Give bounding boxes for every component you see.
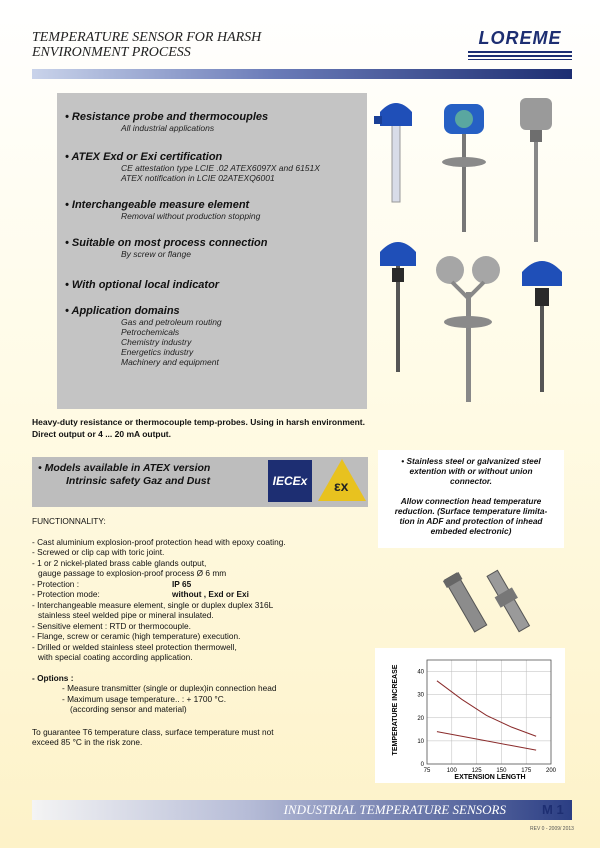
- functionality-heading: FUNCTIONNALITY:: [32, 516, 106, 526]
- guarantee-line-1: To guarantee T6 temperature class, surface temperature must not: [32, 726, 274, 737]
- feature-5: [65, 279, 365, 291]
- probe-photo-2: [442, 104, 486, 232]
- iecex-badge: IECEx: [268, 460, 312, 502]
- footer-title: INDUSTRIAL TEMPERATURE SENSORS: [283, 802, 506, 817]
- x-axis-label: EXTENSION LENGTH: [454, 774, 526, 781]
- ex-mark: εx: [334, 478, 349, 494]
- x-tick-label: 125: [471, 768, 482, 774]
- func-line-mode: [32, 589, 372, 600]
- feature-sub: CE attestation type LCIE .02 ATEX6097X and 6151X: [121, 163, 320, 173]
- header-band: [32, 69, 572, 79]
- feature-sub: Petrochemicals: [121, 327, 180, 337]
- func-line: with special coating according application.: [38, 652, 193, 662]
- logo-text: LOREME: [478, 28, 562, 48]
- feature-sub: All industrial applications: [121, 123, 215, 133]
- logo-stripes: [468, 51, 572, 60]
- x-tick-label: 150: [496, 768, 507, 774]
- func-line: stainless steel welded pipe or mineral insulated.: [38, 610, 214, 620]
- feature-sub: By screw or flange: [121, 249, 191, 259]
- mode-value: without , Exd or Exi: [172, 589, 249, 599]
- document-title: [32, 30, 332, 60]
- feature-2: [65, 151, 365, 183]
- intro-line-2: Direct output or 4 ... 20 mA output.: [32, 429, 171, 439]
- feature-sub: ATEX notification in LCIE 02ATEXQ6001: [121, 173, 275, 183]
- y-tick-label: 40: [417, 669, 424, 676]
- feature-sub: Machinery and equipment: [121, 357, 219, 367]
- x-tick-label: 100: [446, 768, 457, 774]
- feature-1: [65, 111, 365, 133]
- x-tick-label: 75: [423, 768, 431, 774]
- option-line: - Maximum usage temperature.. : + 1700 °C.: [62, 693, 227, 704]
- func-line: - Cast aluminium explosion-proof protection head with epoxy coating.: [32, 536, 286, 547]
- loreme-logo: [468, 28, 572, 58]
- option-line: (according sensor and material): [70, 704, 187, 714]
- page-number: M 1: [542, 802, 564, 817]
- features-panel: [57, 93, 367, 409]
- extension-line: reduction. (Surface temperature limita-: [394, 506, 548, 516]
- func-line: - 1 or 2 nickel-plated brass cable glands output,: [32, 557, 207, 568]
- extension-para-2: [378, 496, 564, 536]
- intro-text: [32, 416, 452, 440]
- x-tick-label: 175: [521, 768, 532, 774]
- feature-sub: Energetics industry: [121, 347, 194, 357]
- y-tick-label: 30: [417, 692, 424, 699]
- feature-6: [65, 305, 365, 367]
- x-tick-label: 200: [545, 768, 557, 774]
- y-tick-label: 10: [417, 738, 424, 745]
- feature-sub: Gas and petroleum routing: [121, 317, 222, 327]
- extension-line: extention with or without union: [409, 466, 533, 476]
- extension-panel: [378, 450, 564, 548]
- protection-value: IP 65: [172, 578, 192, 589]
- atex-text: [38, 462, 278, 488]
- feature-title: • Resistance probe and thermocouples: [65, 111, 269, 123]
- probe-photo-4: [380, 242, 416, 372]
- revision-ref: REV 0 - 2009/ 2013: [530, 826, 574, 832]
- func-line: - Protection :: [32, 578, 80, 589]
- product-photos: [372, 92, 572, 412]
- atex-line-1: • Models available in ATEX version: [38, 462, 211, 474]
- feature-title: • Suitable on most process connection: [65, 237, 268, 249]
- probe-photo-3: [520, 98, 552, 242]
- extension-line: Allow connection head temperature: [400, 496, 542, 506]
- func-line: gauge passage to explosion-proof process Ø 6 mm: [38, 568, 227, 578]
- chart-background: [375, 648, 565, 783]
- func-line: - Protection mode:: [32, 589, 100, 599]
- feature-sub: Removal without production stopping: [121, 211, 261, 221]
- func-line: - Drilled or welded stainless steel protection thermowell,: [32, 641, 237, 652]
- feature-sub: Chemistry industry: [121, 337, 192, 347]
- extension-para-1: [378, 456, 564, 486]
- footer-band: [32, 800, 572, 820]
- options-heading: - Options :: [32, 672, 74, 683]
- func-line: - Flange, screw or ceramic (high temperature) execution.: [32, 631, 241, 641]
- y-axis-label: TEMPERATURE INCREASE: [392, 664, 399, 756]
- feature-3: [65, 199, 365, 221]
- func-line: - Interchangeable measure element, single or duplex duplex 316L: [32, 599, 274, 610]
- temperature-chart: [375, 648, 565, 783]
- y-tick-label: 20: [417, 715, 424, 722]
- probe-photo-5: [436, 256, 500, 402]
- feature-title: • With optional local indicator: [65, 279, 220, 291]
- extension-line: • Stainless steel or galvanized steel: [401, 456, 541, 466]
- feature-title: • Application domains: [65, 305, 180, 317]
- guarantee-line-2: exceed 85 °C in the risk zone.: [32, 737, 143, 747]
- probe-photo-6: [522, 261, 562, 392]
- title-line-2: ENVIRONMENT PROCESS: [32, 45, 191, 60]
- y-tick-label: 0: [420, 762, 424, 768]
- feature-title: • Interchangeable measure element: [65, 199, 250, 211]
- extension-parts-photo: [440, 560, 540, 640]
- extension-line: embeded electronic): [430, 526, 512, 536]
- atex-line-2: Intrinsic safety Gaz and Dust: [66, 475, 211, 487]
- functionality-section: [32, 516, 372, 748]
- feature-title: • ATEX Exd or Exi certification: [65, 151, 223, 163]
- extension-line: connector.: [450, 476, 492, 486]
- extension-line: tion in ADF and protection of inhead: [399, 516, 543, 526]
- probe-photo-1: [374, 103, 412, 202]
- option-line: - Measure transmitter (single or duplex)in connection head: [62, 683, 277, 693]
- title-line-1: TEMPERATURE SENSOR FOR HARSH: [32, 30, 262, 45]
- func-line: - Screwed or clip cap with toric joint.: [32, 547, 165, 557]
- func-line: - Sensitive element : RTD or thermocouple.: [32, 620, 191, 631]
- feature-4: [65, 237, 365, 259]
- func-line-protection: [32, 579, 372, 590]
- intro-line-1: Heavy-duty resistance or thermocouple temp-probes. Using in harsh environment.: [32, 417, 365, 427]
